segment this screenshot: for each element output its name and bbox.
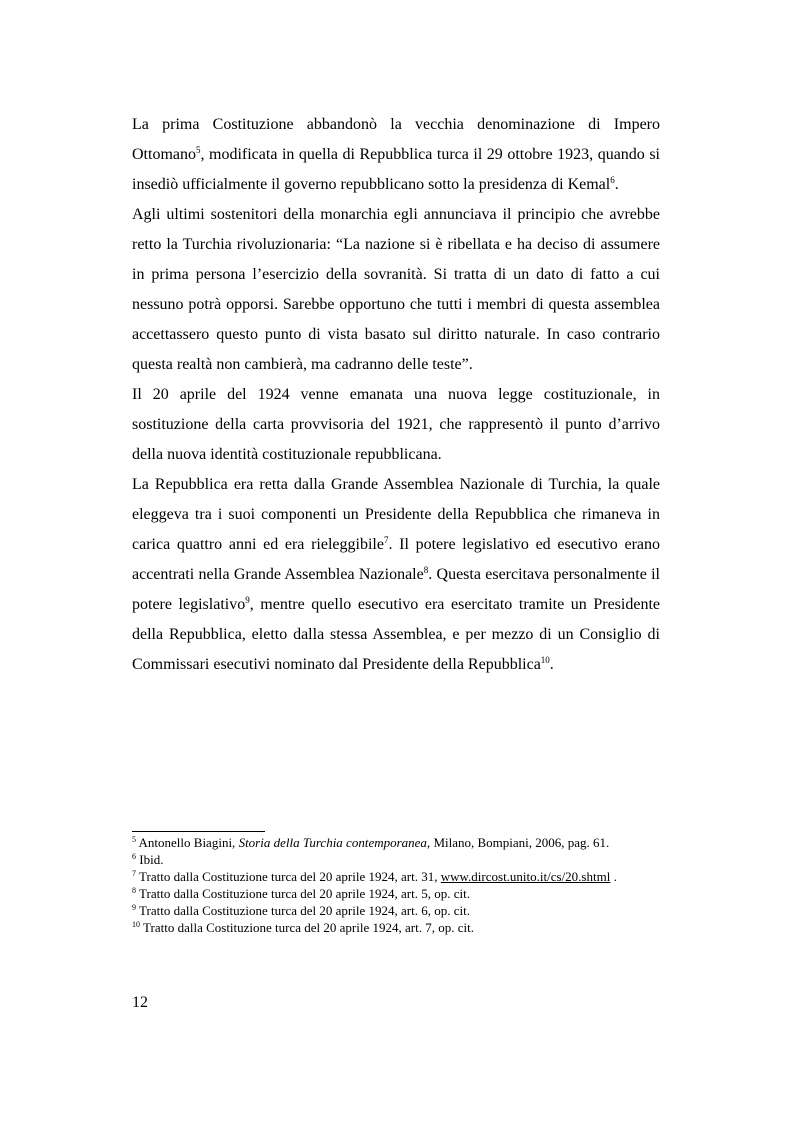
footnote-text: Tratto dalla Costituzione turca del 20 aprile 1924, art. 7, op. cit. xyxy=(140,920,474,935)
paragraph-4-text-e: . xyxy=(549,656,554,673)
footnotes xyxy=(132,834,660,936)
paragraph-4 xyxy=(132,470,660,680)
paragraph-4-text-b: . Il potere legislativo ed esecutivo erano accentrati nella Grande Assemblea Nazionale xyxy=(132,536,660,583)
paragraph-1-text-a: La prima Costituzione abbandonò la vecchia denominazione di Impero Ottomano xyxy=(132,116,660,163)
footnote-number: 9 xyxy=(132,903,136,913)
footnote-number: 5 xyxy=(132,835,136,845)
footnote-separator xyxy=(132,831,265,832)
paragraph-1 xyxy=(132,110,660,200)
footnote-text: Tratto dalla Costituzione turca del 20 aprile 1924, art. 31, xyxy=(136,869,441,884)
footnote-7 xyxy=(132,868,660,885)
footnote-ref-7[interactable]: 7 xyxy=(383,535,389,546)
footnote-number: 10 xyxy=(132,920,140,930)
paragraph-4-text-c: . Questa esercitava personalmente il potere legislativo xyxy=(132,566,660,613)
footnote-10 xyxy=(132,919,660,936)
footnote-text: Ibid. xyxy=(136,852,164,867)
paragraph-4-text-d: , mentre quello esecutivo era esercitato tramite un Presidente della Repubblica, eletto dalla stessa Assemblea, e per mezzo di un Consiglio di Commissari esecutivi nominato dal Presidente della Repubblica xyxy=(132,596,660,673)
footnote-6 xyxy=(132,851,660,868)
footnote-number: 8 xyxy=(132,886,136,896)
footnote-9 xyxy=(132,902,660,919)
footnote-ref-5[interactable]: 5 xyxy=(196,145,201,156)
footnote-5 xyxy=(132,834,660,851)
footnote-ref-6[interactable]: 6 xyxy=(610,175,615,186)
footnote-text: Tratto dalla Costituzione turca del 20 aprile 1924, art. 6, op. cit. xyxy=(136,903,470,918)
footnote-8 xyxy=(132,885,660,902)
paragraph-2: Agli ultimi sostenitori della monarchia egli annunciava il principio che avrebbe retto la Turchia rivoluzionaria: “La nazione si è ribellata e ha deciso di assumere in prima persona l’esercizio della sovranità. Si tratta di un dato di fatto a cui nessuno potrà opporsi. Sarebbe opportuno che tutti i membri di questa assemblea accettassero questo punto di vista basato sul diritto naturale. In caso contrario questa realtà non cambierà, ma cadranno delle teste”. xyxy=(132,206,660,373)
paragraph-3: Il 20 aprile del 1924 venne emanata una nuova legge costituzionale, in sostituzione della carta provvisoria del 1921, che rappresentò il punto d’arrivo della nuova identità costituzionale repubblicana. xyxy=(132,386,660,463)
footnote-text: . xyxy=(610,869,617,884)
footnote-text: Antonello Biagini, xyxy=(136,835,239,850)
footnote-link[interactable]: www.dircost.unito.it/cs/20.shtml xyxy=(440,869,611,884)
footnote-ref-10[interactable]: 10 xyxy=(540,655,550,666)
footnote-ref-9[interactable]: 9 xyxy=(245,595,250,606)
footnote-text: Tratto dalla Costituzione turca del 20 aprile 1924, art. 5, op. cit. xyxy=(136,886,470,901)
page-number: 12 xyxy=(132,994,148,1011)
paragraph-4-text-a: La Repubblica era retta dalla Grande Assemblea Nazionale di Turchia, la quale eleggeva tra i suoi componenti un Presidente della Repubblica che rimaneva in carica quattro anni ed era rieleggibile xyxy=(132,476,660,553)
footnote-text: Milano, Bompiani, 2006, pag. 61. xyxy=(430,835,610,850)
body-text xyxy=(132,110,660,680)
footnote-ref-8[interactable]: 8 xyxy=(423,565,429,576)
footnote-number: 6 xyxy=(132,852,136,862)
paragraph-1-text-b: , modificata in quella di Repubblica turca il 29 ottobre 1923, quando si insediò ufficialmente il governo repubblicano sotto la presidenza di Kemal xyxy=(132,146,660,193)
footnote-number: 7 xyxy=(132,869,136,879)
paragraph-1-text-c: . xyxy=(614,176,619,193)
footnote-book-title: Storia della Turchia contemporanea, xyxy=(238,835,431,850)
